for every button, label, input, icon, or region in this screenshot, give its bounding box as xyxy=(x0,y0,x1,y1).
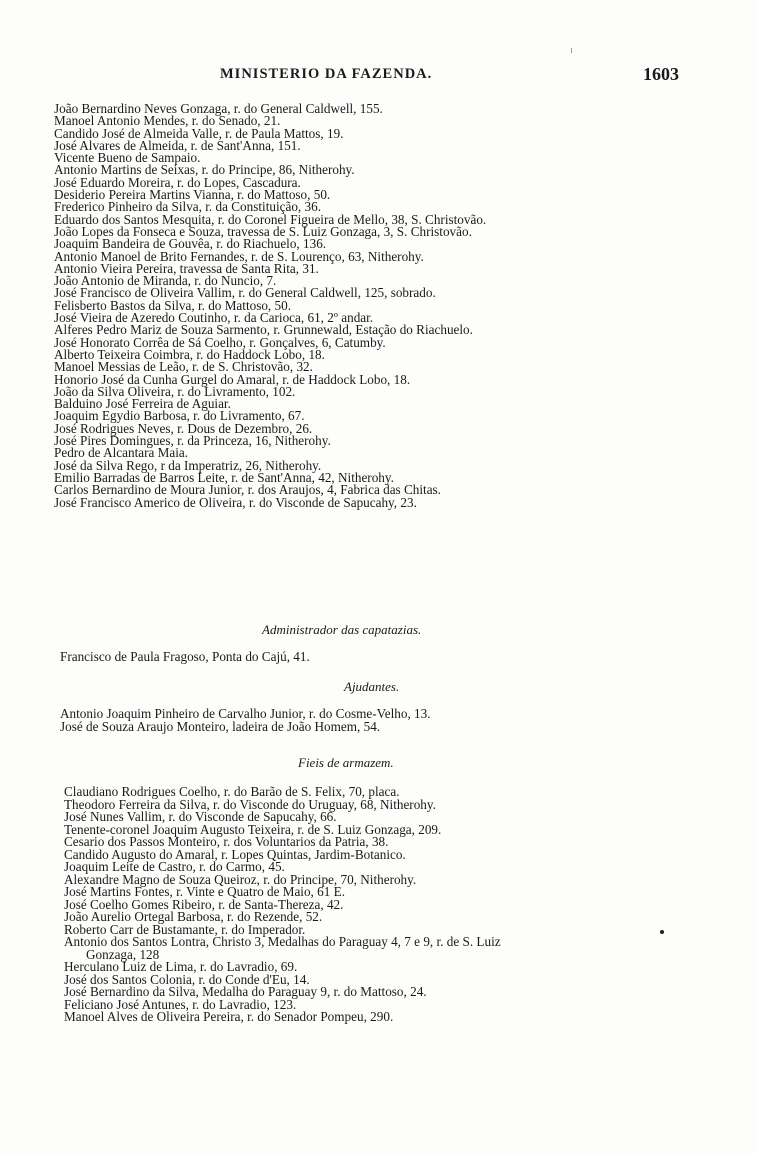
list-item: Antonio Martins de Seixas, r. do Principe, 86, Nitherohy. xyxy=(54,162,355,178)
list-item: José Bernardino da Silva, Medalha do Paraguay 9, r. do Mattoso, 24. xyxy=(64,984,427,999)
list-item: José Rodrigues Neves, r. Dous de Dezembro, 26. xyxy=(54,420,313,436)
list-item: Joaquim Leite de Castro, r. do Carmo, 45. xyxy=(64,859,285,874)
list-item: Desiderio Pereira Martins Vianna, r. do Mattoso, 50. xyxy=(54,187,331,203)
list-item: Francisco de Paula Fragoso, Ponta do Cajú, 41. xyxy=(60,649,310,664)
list-item: Joaquim Bandeira de Gouvêa, r. do Riachuelo, 136. xyxy=(54,236,327,252)
list-item: José Francisco Americo de Oliveira, r. do Visconde de Sapucahy, 23. xyxy=(54,494,417,510)
print-speck xyxy=(660,930,664,934)
list-item: Joaquim Egydio Barbosa, r. do Livramento, 67. xyxy=(54,408,305,424)
ajudantes-list xyxy=(60,708,431,734)
list-item: José Vieira de Azeredo Coutinho, r. da Carioca, 61, 2º andar. xyxy=(54,310,374,326)
list-item: Antonio dos Santos Lontra, Christo 3, Medalhas do Paraguay 4, 7 e 9, r. de S. Luiz xyxy=(64,934,501,949)
list-item: Manoel Messias de Leão, r. de S. Christovão, 32. xyxy=(54,359,313,375)
list-item: José de Souza Araujo Monteiro, ladeira de João Homem, 54. xyxy=(60,718,381,734)
list-item: João Lopes da Fonseca e Souza, travessa de S. Luiz Gonzaga, 3, S. Christovão. xyxy=(54,223,472,239)
list-item: Felisberto Bastos da Silva, r. do Mattoso, 50. xyxy=(54,297,292,313)
list-item: Candido José de Almeida Valle, r. de Paula Mattos, 19. xyxy=(54,125,344,141)
list-item: Tenente-coronel Joaquim Augusto Teixeira, r. de S. Luiz Gonzaga, 209. xyxy=(64,821,442,837)
list-item: José Francisco de Oliveira Vallim, r. do General Caldwell, 125, sobrado. xyxy=(54,285,436,301)
administrador-list xyxy=(60,651,310,664)
list-item: Claudiano Rodrigues Coelho, r. do Barão de S. Felix, 70, placa. xyxy=(64,784,400,799)
list-item: Frederico Pinheiro da Silva, r. da Constituição, 36. xyxy=(54,199,322,215)
list-item: João Aurelio Ortegal Barbosa, r. do Rezende, 52. xyxy=(64,909,323,924)
section-heading-fieis: Fieis de armazem. xyxy=(298,755,394,770)
section-heading-ajudantes: Ajudantes. xyxy=(344,679,400,694)
page-title: MINISTERIO DA FAZENDA. xyxy=(220,66,433,82)
section-heading-administrador: Administrador das capatazias. xyxy=(262,622,422,637)
list-item: José Alvares de Almeida, r. de Sant'Anna, 151. xyxy=(54,137,301,153)
list-item: José da Silva Rego, r da Imperatriz, 26, Nitherohy. xyxy=(54,457,322,473)
list-item: Eduardo dos Santos Mesquita, r. do Coronel Figueira de Mello, 38, S. Christovão. xyxy=(54,211,487,227)
list-item: José Coelho Gomes Ribeiro, r. de Santa-Thereza, 42. xyxy=(64,896,344,912)
page-number: 1603 xyxy=(643,64,679,84)
list-item: Theodoro Ferreira da Silva, r. do Visconde do Uruguay, 68, Nitherohy. xyxy=(64,796,436,812)
list-item: José Martins Fontes, r. Vinte e Quatro de Maio, 61 E. xyxy=(64,884,345,899)
employee-list xyxy=(54,103,486,509)
list-item: Alexandre Magno de Souza Queiroz, r. do Principe, 70, Nitherohy. xyxy=(64,871,417,887)
list-item: João da Silva Oliveira, r. do Livramento, 102. xyxy=(54,383,296,399)
list-item: Carlos Bernardino de Moura Junior, r. dos Araujos, 4, Fabrica das Chitas. xyxy=(54,482,441,498)
list-item: Antonio Joaquim Pinheiro de Carvalho Junior, r. do Cosme-Velho, 13. xyxy=(60,706,431,721)
list-item: Pedro de Alcantara Maia. xyxy=(54,445,189,461)
list-item: Alferes Pedro Mariz de Souza Sarmento, r. Grunnewald, Estação do Riachuelo. xyxy=(54,322,473,338)
fieis-list xyxy=(64,786,501,1024)
print-mark xyxy=(571,48,572,53)
list-item: José dos Santos Colonia, r. do Conde d'Eu, 14. xyxy=(64,971,310,987)
list-item: Cesario dos Passos Monteiro, r. dos Voluntarios da Patria, 38. xyxy=(64,834,389,849)
list-item: João Bernardino Neves Gonzaga, r. do General Caldwell, 155. xyxy=(54,101,383,116)
list-item: Roberto Carr de Bustamante, r. do Imperador. xyxy=(64,921,306,937)
list-item: Emilio Barradas de Barros Leite, r. de Sant'Anna, 42, Nitherohy. xyxy=(54,469,394,485)
list-item: José Nunes Vallim, r. do Visconde de Sapucahy, 66. xyxy=(64,809,337,824)
list-item: Antonio Manoel de Brito Fernandes, r. de S. Lourenço, 63, Nitherohy. xyxy=(54,248,424,264)
list-item: Alberto Teixeira Coimbra, r. do Haddock Lobo, 18. xyxy=(54,346,325,362)
list-item: Honorio José da Cunha Gurgel do Amaral, r. de Haddock Lobo, 18. xyxy=(54,371,411,387)
list-item: José Pires Domingues, r. da Princeza, 16, Nitherohy. xyxy=(54,433,331,449)
list-item: José Honorato Corrêa de Sá Coelho, r. Gonçalves, 6, Catumby. xyxy=(54,334,386,350)
list-item: Manoel Alves de Oliveira Pereira, r. do Senador Pompeu, 290. xyxy=(64,1009,394,1024)
list-item-continuation: Gonzaga, 128 xyxy=(86,946,160,962)
list-item: Vicente Bueno de Sampaio. xyxy=(54,150,201,166)
list-item: Candido Augusto do Amaral, r. Lopes Quintas, Jardim-Botanico. xyxy=(64,846,406,862)
list-item: Herculano Luiz de Lima, r. do Lavradio, 69. xyxy=(64,959,298,974)
list-item: João Antonio de Miranda, r. do Nuncio, 7. xyxy=(54,273,277,289)
page-header xyxy=(0,66,757,88)
list-item: Manoel Antonio Mendes, r. do Senado, 21. xyxy=(54,113,281,129)
list-item: José Eduardo Moreira, r. do Lopes, Cascadura. xyxy=(54,174,301,190)
list-item: Feliciano José Antunes, r. do Lavradio, 123. xyxy=(64,996,297,1012)
list-item: Balduino José Ferreira de Aguiar. xyxy=(54,396,231,412)
list-item: Antonio Vieira Pereira, travessa de Santa Rita, 31. xyxy=(54,260,319,276)
